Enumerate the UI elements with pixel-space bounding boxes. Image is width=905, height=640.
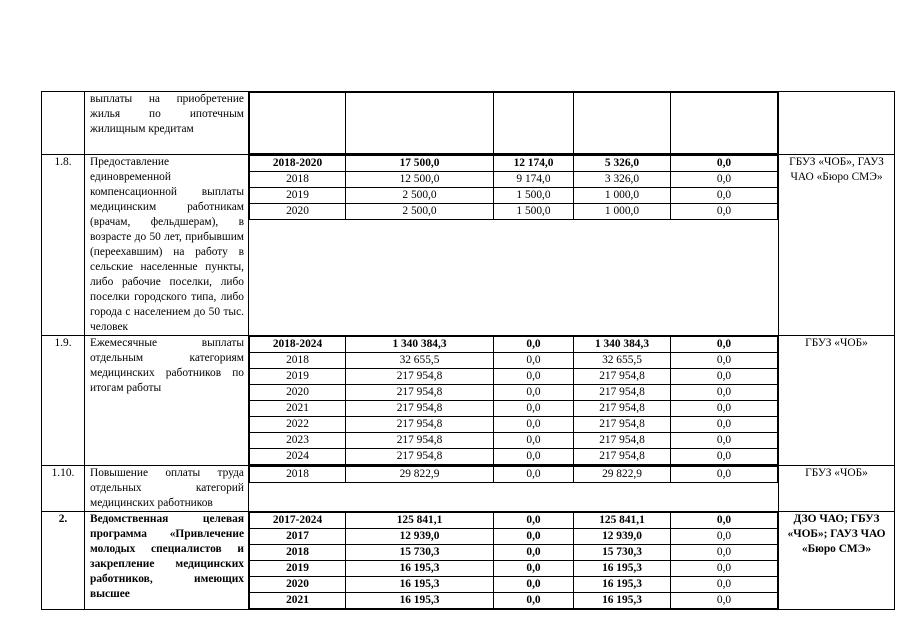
year-cell: 2017-2024 xyxy=(250,513,346,529)
regional-amount-cell: 217 954,8 xyxy=(574,401,671,417)
total-amount-cell: 12 939,0 xyxy=(346,529,494,545)
other-amount-cell: 0,0 xyxy=(671,467,778,483)
federal-amount-cell: 0,0 xyxy=(494,577,574,593)
financing-by-year xyxy=(249,466,778,483)
year-cell: 2018-2024 xyxy=(250,337,346,353)
federal-amount-cell: 0,0 xyxy=(494,337,574,353)
financing-by-year xyxy=(249,92,778,154)
total-amount-cell: 15 730,3 xyxy=(346,545,494,561)
regional-amount-cell: 125 841,1 xyxy=(574,513,671,529)
year-row xyxy=(250,467,778,483)
regional-amount-cell: 3 326,0 xyxy=(574,172,671,188)
federal-amount-cell: 0,0 xyxy=(494,561,574,577)
federal-amount-cell: 0,0 xyxy=(494,385,574,401)
other-amount-cell: 0,0 xyxy=(671,529,778,545)
year-row xyxy=(250,545,778,561)
responsible-executor xyxy=(779,92,895,155)
financing-cell xyxy=(249,92,779,155)
other-amount-cell: 0,0 xyxy=(671,545,778,561)
financing-cell xyxy=(249,336,779,466)
year-row xyxy=(250,417,778,433)
row-number: 2. xyxy=(42,512,85,610)
federal-amount-cell: 0,0 xyxy=(494,467,574,483)
responsible-executor: ГБУЗ «ЧОБ» xyxy=(779,466,895,512)
total-amount-cell: 217 954,8 xyxy=(346,369,494,385)
regional-amount-cell: 1 000,0 xyxy=(574,204,671,220)
federal-amount-cell: 9 174,0 xyxy=(494,172,574,188)
year-cell: 2017 xyxy=(250,529,346,545)
financing-by-year xyxy=(249,155,778,220)
empty-cell xyxy=(250,93,346,154)
total-amount-cell: 2 500,0 xyxy=(346,188,494,204)
federal-amount-cell: 0,0 xyxy=(494,353,574,369)
year-cell: 2021 xyxy=(250,593,346,609)
responsible-executor: ДЗО ЧАО; ГБУЗ «ЧОБ»; ГАУЗ ЧАО «Бюро СМЭ» xyxy=(779,512,895,610)
total-amount-cell: 1 340 384,3 xyxy=(346,337,494,353)
federal-amount-cell: 0,0 xyxy=(494,529,574,545)
year-cell: 2019 xyxy=(250,561,346,577)
financing-cell xyxy=(249,155,779,336)
total-amount-cell: 12 500,0 xyxy=(346,172,494,188)
row-number: 1.9. xyxy=(42,336,85,466)
total-amount-cell: 217 954,8 xyxy=(346,449,494,465)
regional-amount-cell: 217 954,8 xyxy=(574,417,671,433)
total-amount-cell: 32 655,5 xyxy=(346,353,494,369)
financing-by-year xyxy=(249,512,778,609)
year-row xyxy=(250,337,778,353)
other-amount-cell: 0,0 xyxy=(671,417,778,433)
responsible-executor: ГБУЗ «ЧОБ» xyxy=(779,336,895,466)
other-amount-cell: 0,0 xyxy=(671,385,778,401)
table-row xyxy=(42,466,895,512)
year-row xyxy=(250,449,778,465)
other-amount-cell: 0,0 xyxy=(671,204,778,220)
regional-amount-cell: 217 954,8 xyxy=(574,385,671,401)
regional-amount-cell: 5 326,0 xyxy=(574,156,671,172)
financing-by-year xyxy=(249,336,778,465)
other-amount-cell: 0,0 xyxy=(671,449,778,465)
row-description: выплаты на приобретение жилья по ипотечным жилищным кредитам xyxy=(85,92,249,155)
other-amount-cell: 0,0 xyxy=(671,337,778,353)
table-row xyxy=(42,92,895,155)
regional-amount-cell: 16 195,3 xyxy=(574,577,671,593)
year-row xyxy=(250,529,778,545)
federal-amount-cell: 0,0 xyxy=(494,545,574,561)
regional-amount-cell: 32 655,5 xyxy=(574,353,671,369)
financing-cell xyxy=(249,466,779,512)
year-cell: 2018 xyxy=(250,353,346,369)
regional-amount-cell: 16 195,3 xyxy=(574,593,671,609)
federal-amount-cell: 0,0 xyxy=(494,593,574,609)
other-amount-cell: 0,0 xyxy=(671,577,778,593)
year-cell: 2020 xyxy=(250,204,346,220)
year-row xyxy=(250,577,778,593)
regional-amount-cell: 1 340 384,3 xyxy=(574,337,671,353)
other-amount-cell: 0,0 xyxy=(671,433,778,449)
federal-amount-cell: 12 174,0 xyxy=(494,156,574,172)
year-row xyxy=(250,204,778,220)
empty-cell xyxy=(494,93,574,154)
other-amount-cell: 0,0 xyxy=(671,353,778,369)
empty-cell xyxy=(346,93,494,154)
year-cell: 2022 xyxy=(250,417,346,433)
other-amount-cell: 0,0 xyxy=(671,188,778,204)
year-cell: 2020 xyxy=(250,385,346,401)
regional-amount-cell: 217 954,8 xyxy=(574,369,671,385)
federal-amount-cell: 1 500,0 xyxy=(494,188,574,204)
total-amount-cell: 16 195,3 xyxy=(346,561,494,577)
federal-amount-cell: 0,0 xyxy=(494,433,574,449)
total-amount-cell: 29 822,9 xyxy=(346,467,494,483)
total-amount-cell: 16 195,3 xyxy=(346,593,494,609)
total-amount-cell: 17 500,0 xyxy=(346,156,494,172)
regional-amount-cell: 217 954,8 xyxy=(574,433,671,449)
federal-amount-cell: 0,0 xyxy=(494,513,574,529)
other-amount-cell: 0,0 xyxy=(671,513,778,529)
regional-amount-cell: 1 000,0 xyxy=(574,188,671,204)
other-amount-cell: 0,0 xyxy=(671,561,778,577)
year-cell: 2024 xyxy=(250,449,346,465)
regional-amount-cell: 217 954,8 xyxy=(574,449,671,465)
year-row xyxy=(250,593,778,609)
year-cell: 2021 xyxy=(250,401,346,417)
year-row xyxy=(250,369,778,385)
regional-amount-cell: 12 939,0 xyxy=(574,529,671,545)
empty-cell xyxy=(574,93,671,154)
total-amount-cell: 16 195,3 xyxy=(346,577,494,593)
year-row xyxy=(250,513,778,529)
row-description: Повышение оплаты труда отдельных категорий медицинских работников xyxy=(85,466,249,512)
total-amount-cell: 217 954,8 xyxy=(346,417,494,433)
row-description: Предоставление единовременной компенсационной выплаты медицинским работникам (врачам, фельдшерам), в возрасте до 50 лет, прибывшим (переехавшим) на работу в сельские населенные пункты, либо рабочие поселки, либо поселки городского типа, либо города с населением до 50 тыс. человек xyxy=(85,155,249,336)
other-amount-cell: 0,0 xyxy=(671,369,778,385)
responsible-executor: ГБУЗ «ЧОБ», ГАУЗ ЧАО «Бюро СМЭ» xyxy=(779,155,895,336)
year-cell: 2019 xyxy=(250,188,346,204)
row-number: 1.8. xyxy=(42,155,85,336)
other-amount-cell: 0,0 xyxy=(671,156,778,172)
total-amount-cell: 217 954,8 xyxy=(346,385,494,401)
total-amount-cell: 2 500,0 xyxy=(346,204,494,220)
year-row xyxy=(250,172,778,188)
year-cell: 2023 xyxy=(250,433,346,449)
year-row xyxy=(250,188,778,204)
other-amount-cell: 0,0 xyxy=(671,401,778,417)
row-number: 1.10. xyxy=(42,466,85,512)
year-cell: 2018 xyxy=(250,172,346,188)
year-cell: 2018 xyxy=(250,467,346,483)
year-row xyxy=(250,385,778,401)
federal-amount-cell: 0,0 xyxy=(494,401,574,417)
federal-amount-cell: 0,0 xyxy=(494,369,574,385)
row-number xyxy=(42,92,85,155)
table-row xyxy=(42,336,895,466)
regional-amount-cell: 29 822,9 xyxy=(574,467,671,483)
empty-cell xyxy=(671,93,778,154)
table-row xyxy=(42,512,895,610)
federal-amount-cell: 1 500,0 xyxy=(494,204,574,220)
row-description: Ежемесячные выплаты отдельным категориям медицинских работников по итогам работы xyxy=(85,336,249,466)
total-amount-cell: 217 954,8 xyxy=(346,401,494,417)
year-cell: 2019 xyxy=(250,369,346,385)
financing-cell xyxy=(249,512,779,610)
federal-amount-cell: 0,0 xyxy=(494,449,574,465)
regional-amount-cell: 15 730,3 xyxy=(574,545,671,561)
other-amount-cell: 0,0 xyxy=(671,172,778,188)
federal-amount-cell: 0,0 xyxy=(494,417,574,433)
year-row xyxy=(250,353,778,369)
year-cell: 2018-2020 xyxy=(250,156,346,172)
table-row xyxy=(42,155,895,336)
year-row xyxy=(250,433,778,449)
total-amount-cell: 125 841,1 xyxy=(346,513,494,529)
year-row xyxy=(250,156,778,172)
year-row xyxy=(250,561,778,577)
year-row xyxy=(250,401,778,417)
program-table xyxy=(41,91,895,610)
row-description: Ведомственная целевая программа «Привлечение молодых специалистов и закрепление медицинских работников, имеющих высшее xyxy=(85,512,249,610)
other-amount-cell: 0,0 xyxy=(671,593,778,609)
regional-amount-cell: 16 195,3 xyxy=(574,561,671,577)
year-cell: 2020 xyxy=(250,577,346,593)
year-cell: 2018 xyxy=(250,545,346,561)
total-amount-cell: 217 954,8 xyxy=(346,433,494,449)
